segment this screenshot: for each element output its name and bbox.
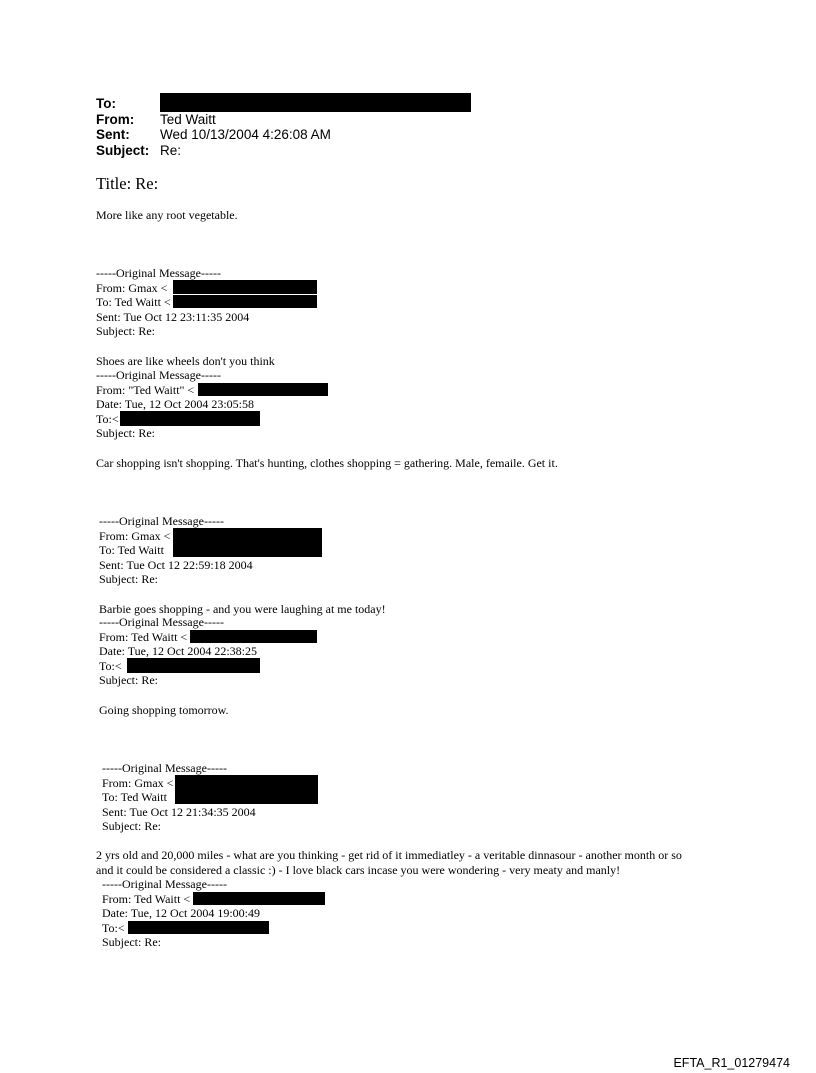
quoted-to (99, 659, 257, 674)
from-value: Ted Waitt (160, 111, 216, 127)
original-message-divider: -----Original Message----- (99, 514, 224, 528)
quoted-to (96, 295, 275, 310)
quoted-to (102, 790, 256, 805)
sent-value: Wed 10/13/2004 4:26:08 AM (160, 127, 331, 142)
spacer (96, 339, 275, 354)
quoted-subject: Subject: Re: (99, 673, 158, 688)
quoted-message-3 (99, 514, 386, 616)
quoted-to-text: To: Ted Waitt < (96, 295, 171, 310)
document-id: EFTA_R1_01279474 (673, 1056, 790, 1070)
quoted-date: Date: Tue, 12 Oct 2004 19:00:49 (102, 906, 260, 921)
to-label: To: (96, 96, 116, 111)
quoted-date: Date: Tue, 12 Oct 2004 22:38:25 (99, 644, 257, 659)
quoted-to (99, 543, 386, 558)
redaction-bar (120, 411, 260, 426)
subject-value: Re: (160, 142, 182, 158)
quoted-to-text: To: Ted Waitt (102, 790, 167, 805)
message-body: More like any root vegetable. (96, 208, 238, 222)
quoted-sent: Sent: Tue Oct 12 21:34:35 2004 (102, 804, 256, 819)
redaction-bar (175, 790, 318, 804)
quoted-to-text: To:< (96, 411, 119, 426)
quoted-from-text: From: Gmax < (102, 775, 174, 790)
redaction-bar (193, 892, 325, 905)
quoted-from-text: From: Ted Waitt < (99, 629, 188, 644)
quoted-sent: Sent: Tue Oct 12 23:11:35 2004 (96, 309, 250, 324)
quoted-subject: Subject: Re: (96, 426, 155, 441)
quoted-to-text: To: Ted Waitt (99, 543, 164, 558)
to-redaction (160, 93, 471, 112)
quoted-from (96, 383, 558, 398)
redaction-bar (127, 658, 260, 673)
original-message-divider: -----Original Message----- (96, 266, 221, 280)
quoted-body: Going shopping tomorrow. (99, 702, 229, 717)
quoted-to (102, 921, 260, 936)
sent-label: Sent: (96, 127, 130, 142)
original-message-divider: -----Original Message----- (96, 368, 221, 382)
subject-label: Subject: (96, 142, 150, 158)
quoted-from-text: From: "Ted Waitt" < (96, 382, 195, 397)
original-message-divider: -----Original Message----- (102, 877, 227, 891)
quoted-body: Barbie goes shopping - and you were laughing at me today! (99, 601, 386, 616)
redaction-bar (190, 630, 317, 643)
quoted-body: Shoes are like wheels don't you think (96, 353, 275, 368)
redaction-bar (128, 921, 269, 934)
quoted-from (96, 281, 275, 296)
original-message-divider: -----Original Message----- (99, 615, 224, 629)
redaction-bar (175, 775, 318, 790)
quoted-to (96, 412, 558, 427)
spacer (96, 441, 558, 456)
quoted-from (99, 630, 257, 645)
redaction-bar (173, 528, 322, 543)
redaction-bar (173, 295, 317, 308)
quoted-subject: Subject: Re: (102, 819, 161, 834)
quoted-from (102, 892, 260, 907)
message-title: Title: Re: (96, 174, 159, 193)
quoted-from (99, 529, 386, 544)
original-message-divider: -----Original Message----- (102, 761, 227, 775)
quoted-message-6 (102, 877, 260, 950)
quoted-to-text: To:< (99, 658, 122, 673)
redaction-bar (173, 280, 317, 294)
quoted-message-5 (102, 761, 256, 834)
quoted-body-5 (96, 848, 682, 877)
quoted-body-line-1: 2 yrs old and 20,000 miles - what are you thinking - get rid of it immediatley - a veritable dinnasour - another month or so (96, 848, 682, 862)
quoted-body-line-2: and it could be considered a classic :) - I love black cars incase you were wondering - very meaty and manly! (96, 862, 621, 877)
spacer (99, 587, 386, 602)
quoted-subject: Subject: Re: (99, 572, 158, 587)
quoted-from-text: From: Gmax < (96, 280, 168, 295)
quoted-message-2 (96, 368, 558, 470)
quoted-date: Date: Tue, 12 Oct 2004 23:05:58 (96, 397, 254, 412)
redaction-bar (198, 383, 328, 396)
quoted-message-4 (99, 615, 257, 717)
quoted-from-text: From: Ted Waitt < (102, 891, 191, 906)
quoted-subject: Subject: Re: (102, 935, 161, 950)
quoted-sent: Sent: Tue Oct 12 22:59:18 2004 (99, 557, 253, 572)
quoted-from (102, 776, 256, 791)
quoted-subject: Subject: Re: (96, 324, 155, 339)
quoted-body: Car shopping isn't shopping. That's hunting, clothes shopping = gathering. Male, femaile. Get it. (96, 455, 558, 470)
quoted-from-text: From: Gmax < (99, 528, 171, 543)
spacer (99, 688, 257, 703)
quoted-message-1 (96, 266, 275, 368)
from-label: From: (96, 111, 135, 127)
quoted-to-text: To:< (102, 920, 125, 935)
redaction-bar (173, 543, 322, 557)
